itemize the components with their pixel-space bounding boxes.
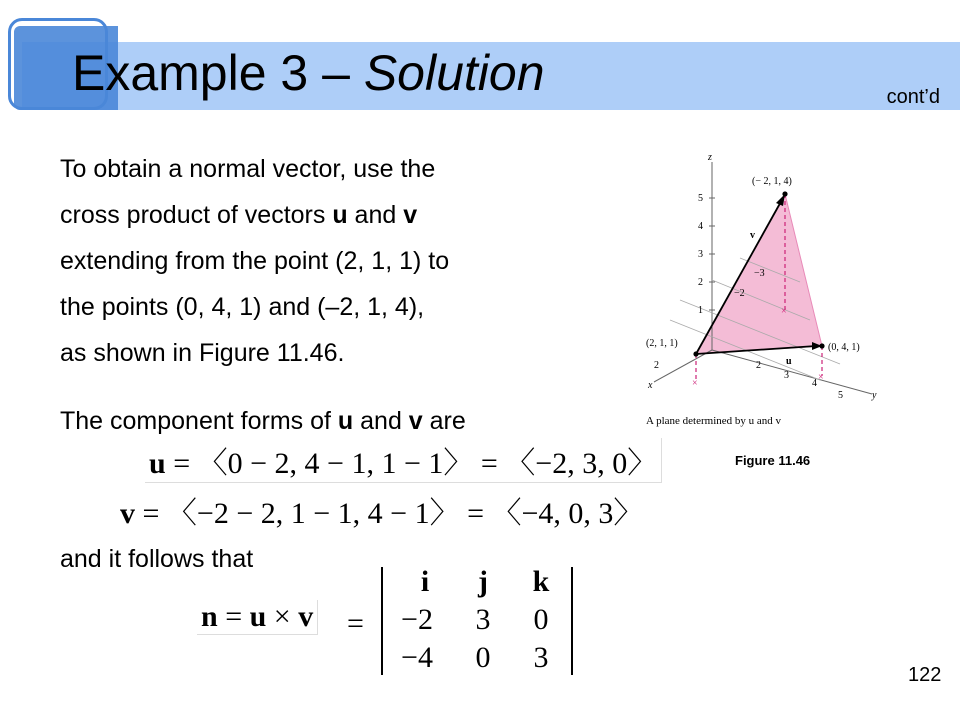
point-c-label: (− 2, 1, 4): [752, 176, 792, 187]
z-tick-label: 2: [698, 277, 703, 288]
x-axis: [654, 350, 712, 382]
follows-text: and it follows that: [60, 545, 254, 573]
vector-v-label: v: [750, 230, 755, 241]
neg-tick-label: −2: [734, 288, 745, 299]
determinant-cell: 3: [533, 641, 549, 674]
y-tick-label: 2: [756, 360, 761, 371]
slide-title: Example 3 – Solution: [72, 45, 545, 101]
determinant-equals: =: [347, 607, 364, 640]
point-a-dot: [693, 351, 698, 356]
z-tick-label: 3: [698, 249, 703, 260]
figure-label: Figure 11.46: [735, 453, 811, 468]
z-tick-label: 1: [698, 305, 703, 316]
component-forms-text: The component forms of u and v are: [60, 407, 466, 435]
x-axis-label: x: [648, 380, 653, 391]
determinant-cell: 0: [475, 641, 491, 674]
equation-n: n = u × v: [197, 600, 318, 635]
determinant-cell: −2: [401, 603, 433, 636]
z-axis-label: z: [708, 152, 712, 163]
page-number: 122: [908, 664, 942, 686]
determinant-left-bar: [381, 567, 383, 675]
y-tick-label: 3: [784, 370, 789, 381]
x-tick-label: 2: [654, 360, 659, 371]
point-b-dot: [819, 343, 824, 348]
determinant-cell: j: [478, 565, 488, 598]
z-tick-label: 4: [698, 221, 703, 232]
y-axis-label: y: [872, 390, 877, 401]
y-tick-label: 5: [838, 390, 843, 401]
equation-v: v = 〈−2 − 2, 1 − 1, 4 − 1〉 = 〈−4, 0, 3〉: [120, 497, 644, 530]
point-c-dot: [782, 191, 787, 196]
point-b-label: (0, 4, 1): [828, 342, 860, 353]
determinant-cell: 0: [533, 603, 549, 636]
determinant-cell: k: [532, 565, 550, 598]
determinant-cell: i: [420, 565, 430, 598]
continued-label: cont’d: [886, 86, 940, 108]
point-a-label: (2, 1, 1): [646, 338, 678, 349]
intro-paragraph: To obtain a normal vector, use the cross product of vectors u and v extending from the point (2, 1, 1) to the points (0, 4, 1) and (–2, 1, 4), as shown in Figure 11.46.: [60, 155, 450, 367]
determinant-right-bar: [571, 567, 573, 675]
y-tick-label: 4: [812, 378, 817, 389]
plane-figure: [640, 150, 880, 440]
cross-product-determinant: [345, 565, 577, 677]
determinant-cell: 3: [475, 603, 491, 636]
determinant-cell: −4: [401, 641, 433, 674]
neg-tick-label: −3: [754, 268, 765, 279]
equation-u: u = 〈0 − 2, 4 − 1, 1 − 1〉 = 〈−2, 3, 0〉: [145, 438, 662, 483]
figure-caption: A plane determined by u and v: [646, 415, 782, 427]
projection-mark: ×: [692, 378, 698, 389]
projection-mark: ×: [818, 372, 824, 383]
projection-mark: ×: [781, 306, 787, 317]
y-axis: [712, 350, 872, 394]
z-tick-label: 5: [698, 193, 703, 204]
vector-u-label: u: [786, 356, 792, 367]
